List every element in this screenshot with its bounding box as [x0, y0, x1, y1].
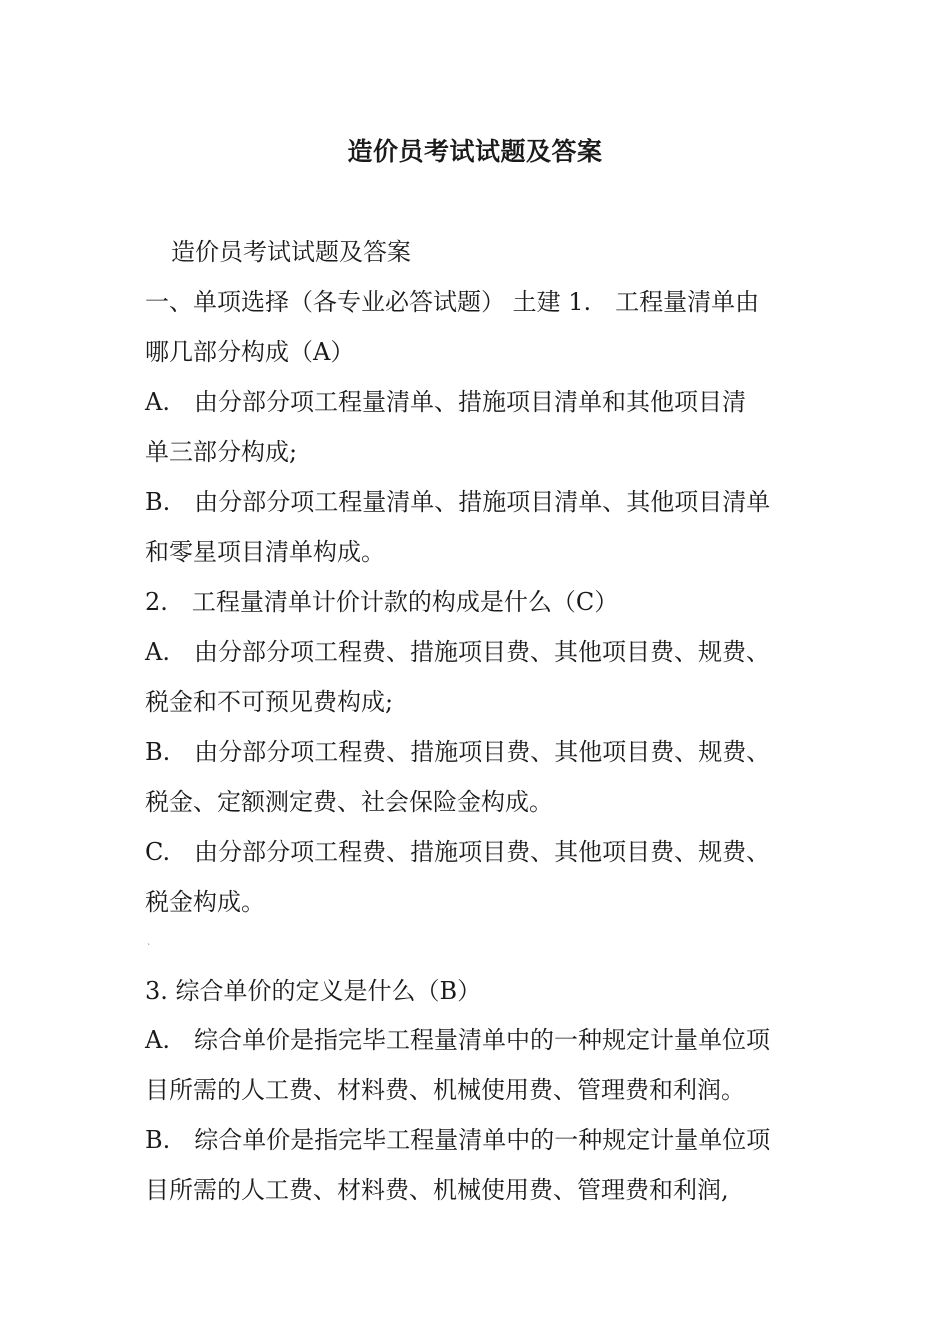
paragraph-line: A. 由分部分项工程费、措施项目费、其他项目费、规费、 — [145, 638, 770, 666]
paragraph-line: 单三部分构成; — [145, 438, 298, 466]
stray-mark: ` — [147, 943, 151, 952]
paragraph-line: B. 综合单价是指完毕工程量清单中的一种规定计量单位项 — [145, 1126, 771, 1154]
paragraph-line: 目所需的人工费、材料费、机械使用费、管理费和利润, — [145, 1176, 729, 1204]
paragraph-line: B. 由分部分项工程量清单、措施项目清单、其他项目清单 — [145, 488, 771, 516]
paragraph-line: B. 由分部分项工程费、措施项目费、其他项目费、规费、 — [145, 738, 771, 766]
paragraph-line: 3. 综合单价的定义是什么（B） — [145, 977, 482, 1005]
paragraph-line: 税金和不可预见费构成; — [145, 688, 394, 716]
document-title: 造价员考试试题及答案 — [347, 137, 603, 166]
paragraph-line: 税金构成。 — [145, 888, 265, 916]
body-heading: 造价员考试试题及答案 — [171, 238, 411, 266]
paragraph-line: A. 综合单价是指完毕工程量清单中的一种规定计量单位项 — [145, 1026, 770, 1054]
paragraph-line: 和零星项目清单构成。 — [145, 538, 385, 566]
document-body — [145, 227, 815, 1215]
paragraph-line: 一、单项选择（各专业必答试题） 土建 1. 工程量清单由 — [145, 288, 760, 316]
paragraph-line: C. 由分部分项工程费、措施项目费、其他项目费、规费、 — [145, 838, 771, 866]
paragraph-line: 目所需的人工费、材料费、机械使用费、管理费和利润。 — [145, 1076, 745, 1104]
paragraph-line: A. 由分部分项工程量清单、措施项目清单和其他项目清 — [145, 388, 746, 416]
paragraph-line: 2. 工程量清单计价计款的构成是什么（C） — [145, 588, 619, 616]
stray-mark-line — [145, 927, 815, 967]
paragraph-line: 哪几部分构成（A） — [145, 338, 355, 366]
paragraph-line: 税金、定额测定费、社会保险金构成。 — [145, 788, 553, 816]
